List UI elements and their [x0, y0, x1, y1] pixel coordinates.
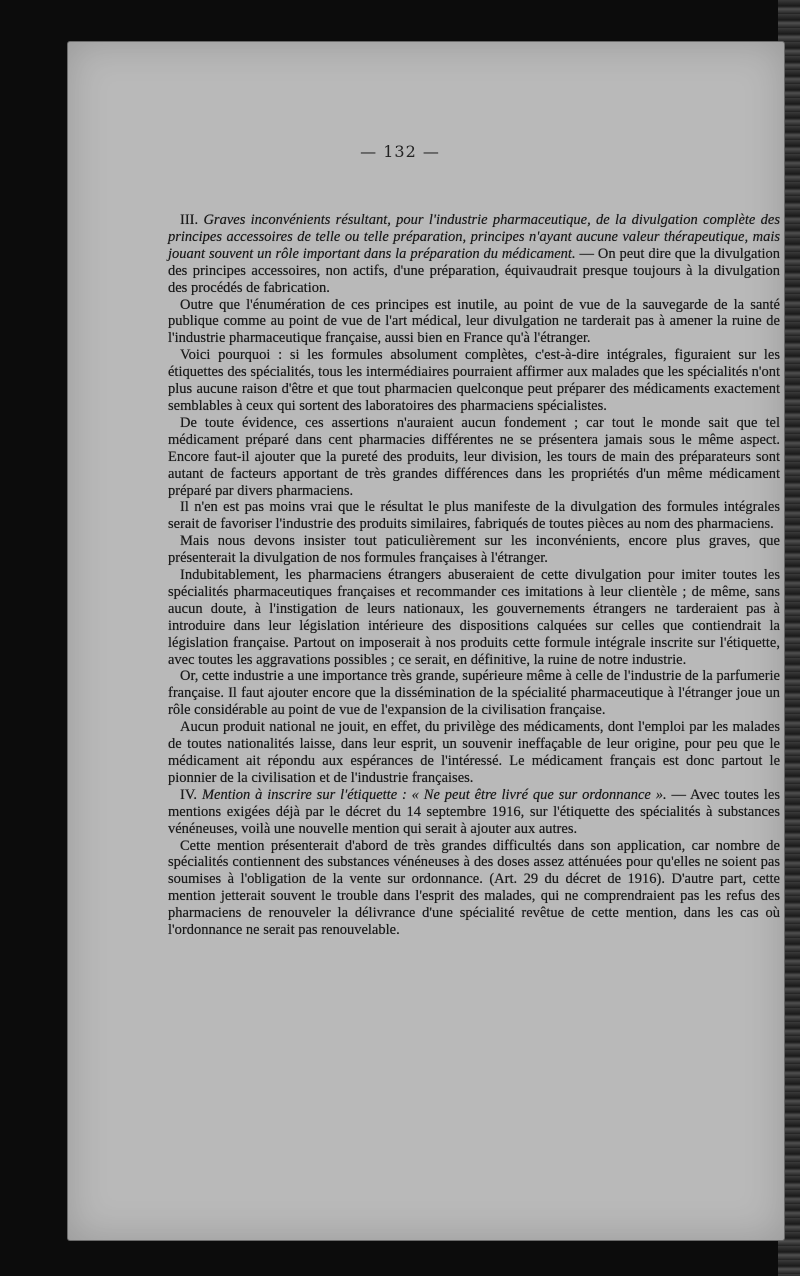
- paragraph-section-iii: [168, 212, 780, 297]
- paragraph: Cette mention présenterait d'abord de très grandes difficultés dans son application, car nombre de spécialités contiennent des substances vénéneuses à des doses assez atténuées pour qu'elles ne soient pas soumises à l'obligation de la vente sur ordonnance. (Art. 29 du décret de 1916). D'autre part, cette mention jetterait souvent le trouble dans l'esprit des malades, qui ne comprendraient pas les refus des pharmaciens de renouveler la délivrance d'une spécialité revêtue de cette mention, dans les cas où l'ordonnance ne serait pas renouvelable.: [168, 837, 780, 939]
- section-heading: Mention à inscrire sur l'étiquette : « Ne peut être livré que sur ordonnance ».: [201, 786, 667, 803]
- paragraph: Voici pourquoi : si les formules absolument complètes, c'est-à-dire intégrales, figuraient sur les étiquettes des spécialités, tous les intermédiaires pourraient affirmer aux malades que les spécialités n'ont plus aucune raison d'être et que tout pharmacien quelconque peut préparer des médicaments exactement semblables à ceux qui sortent des laboratoires des pharmaciens spécialistes.: [168, 347, 780, 414]
- paragraph: Indubitablement, les pharmaciens étrangers abuseraient de cette divulgation pour imiter toutes les spécialités pharmaceutiques françaises et recommander ces imitations à leur clientèle ; de même, sans aucun doute, à l'instigation de leurs nationaux, les gouvernements étrangers ne tarderaient pas à introduire dans leur législation intérieure des dispositions calquées sur celles que contiendrait la législation française. Partout on imposerait à nos produits cette formule intégrale inscrite sur l'étiquette, avec toutes les aggravations possibles ; ce serait, en définitive, la ruine de notre industrie.: [168, 567, 780, 668]
- paragraph: Mais nous devons insister tout paticulièrement sur les inconvénients, encore plus graves, que présenterait la divulgation de nos formules françaises à l'étranger.: [168, 533, 780, 567]
- paragraph: Aucun produit national ne jouit, en effet, du privilège des médicaments, dont l'emploi par les malades de toutes nationalités laisse, dans leur esprit, un souvenir ineffaçable de leur origine, pour peu que le médicament ait répondu aux espérances de l'intéressé. Le médicament français est donc partout le pionnier de la civilisation et de l'industrie françaises.: [168, 719, 780, 786]
- paragraph: Or, cette industrie a une importance très grande, supérieure même à celle de l'industrie de la parfumerie française. Il faut ajouter encore que la dissémination de la spécialité pharmaceutique à l'étranger joue un rôle considérable au point de vue de l'expansion de la civilisation française.: [168, 668, 780, 719]
- paragraph: De toute évidence, ces assertions n'auraient aucun fondement ; car tout le monde sait que tel médicament préparé dans cent pharmacies différentes ne se présentera jamais sous le même aspect. Encore faut-il ajouter que la pureté des produits, leur division, les tours de main des préparateurs sont autant de facteurs apportant de très grandes différences dans les propriétés d'un même médicament préparé par divers pharmaciens.: [168, 414, 780, 499]
- page-number: — 132 —: [360, 142, 440, 161]
- section-label: IV.: [180, 786, 198, 803]
- section-heading: Graves inconvénients résultant, pour l'industrie pharmaceutique, de la divulgation complète des principes accessoires de telle ou telle préparation, principes n'ayant aucune valeur thérapeutique, mais jouant souvent un rôle important dans la préparation du médicament.: [168, 212, 781, 262]
- paragraph-section-iv: [168, 787, 780, 838]
- page-body: [168, 212, 780, 939]
- paragraph: Outre que l'énumération de ces principes est inutile, au point de vue de la sauvegarde de la santé publique comme au point de vue de l'art médical, leur divulgation ne tarderait pas à amener la ruine de l'industrie pharmaceutique française, aussi bien en France qu'à l'étranger.: [168, 296, 780, 347]
- paragraph-text: — On peut dire que la divulgation des principes accessoires, non actifs, d'une préparation, équivaudrait presque toujours à la divulgation des procédés de fabrication.: [168, 245, 781, 296]
- paragraph-text: — Avec toutes les mentions exigées déjà par le décret du 14 septembre 1916, sur l'étiquette des spécialités à substances vénéneuses, voilà une nouvelle mention qui serait à ajouter aux autres.: [168, 786, 781, 837]
- paragraph: Il n'en est pas moins vrai que le résultat le plus manifeste de la divulgation des formules intégrales serait de favoriser l'industrie des produits similaires, fabriqués de toutes pièces au nom des pharmaciens.: [168, 499, 780, 533]
- section-label: III.: [180, 212, 199, 228]
